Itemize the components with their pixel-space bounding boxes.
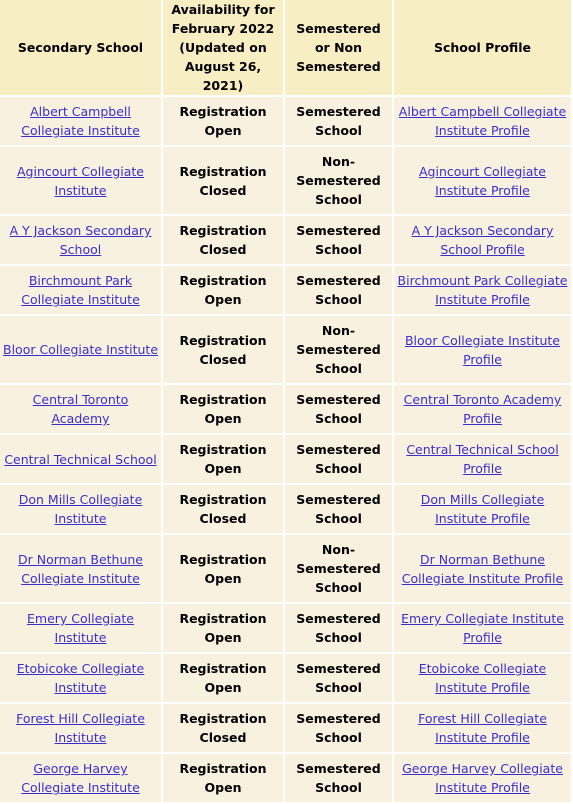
profile-cell [394,704,571,752]
semester-cell: Semestered School [285,97,392,145]
table-row [0,485,571,533]
semester-cell: Semestered School [285,385,392,433]
profile-link[interactable]: Bloor Collegiate Institute Profile [404,332,560,367]
availability-cell: Registration Open [163,435,283,483]
profile-cell [394,535,571,602]
profile-cell [394,435,571,483]
table-row [0,535,571,602]
table-row [0,385,571,433]
profile-cell [394,97,571,145]
profile-cell [394,754,571,802]
school-cell [0,754,161,802]
availability-cell: Registration Open [163,385,283,433]
header-semestered: Semestered or Non Semestered [285,0,392,95]
school-link[interactable]: Don Mills Collegiate Institute [18,492,143,526]
table-row [0,147,571,214]
school-link[interactable]: Etobicoke Collegiate Institute [16,661,145,695]
school-link[interactable]: Dr Norman Bethune Collegiate Institute [17,551,143,586]
school-link[interactable]: Albert Campbell Collegiate Institute [21,104,140,138]
school-cell [0,604,161,652]
profile-cell [394,604,571,652]
school-link[interactable]: Birchmount Park Collegiate Institute [21,273,140,307]
availability-cell: Registration Open [163,754,283,802]
school-link[interactable]: A Y Jackson Secondary School [9,223,152,257]
table-row [0,654,571,702]
school-link[interactable]: Forest Hill Collegiate Institute [16,711,145,745]
profile-cell [394,266,571,314]
profile-cell [394,316,571,383]
availability-cell: Registration Closed [163,316,283,383]
semester-cell: Semestered School [285,485,392,533]
header-secondary-school: Secondary School [0,0,161,95]
profile-link[interactable]: Agincourt Collegiate Institute Profile [418,163,546,198]
header-school-profile: School Profile [394,0,571,95]
table-row [0,216,571,264]
semester-cell: Semestered School [285,435,392,483]
school-cell [0,654,161,702]
header-availability: Availability for February 2022 (Updated on August 26, 2021) [163,0,283,95]
school-cell [0,485,161,533]
school-link[interactable]: Agincourt Collegiate Institute [16,163,144,198]
table-row [0,754,571,802]
semester-cell: Semestered School [285,704,392,752]
school-link[interactable]: Central Toronto Academy [32,392,129,426]
profile-link[interactable]: Don Mills Collegiate Institute Profile [420,492,545,526]
school-cell [0,97,161,145]
profile-link[interactable]: Dr Norman Bethune Collegiate Institute Profile [401,551,564,586]
table-row [0,316,571,383]
profile-cell [394,147,571,214]
profile-link[interactable]: Central Technical School Profile [406,442,559,476]
table-row [0,604,571,652]
table-row [0,704,571,752]
profile-link[interactable]: Forest Hill Collegiate Institute Profile [418,711,547,745]
profile-link[interactable]: Central Toronto Academy Profile [403,392,562,426]
school-link[interactable]: George Harvey Collegiate Institute [21,761,140,795]
availability-cell: Registration Open [163,654,283,702]
header-row [0,0,571,95]
semester-cell: Non-Semestered School [285,316,392,383]
availability-cell: Registration Closed [163,216,283,264]
profile-link[interactable]: Albert Campbell Collegiate Institute Profile [398,104,567,138]
profile-link[interactable]: A Y Jackson Secondary School Profile [411,223,554,257]
availability-cell: Registration Open [163,266,283,314]
school-link[interactable]: Central Technical School [4,451,157,467]
profile-cell [394,216,571,264]
profile-link[interactable]: Etobicoke Collegiate Institute Profile [418,661,547,695]
availability-cell: Registration Closed [163,704,283,752]
school-cell [0,704,161,752]
profile-cell [394,654,571,702]
school-cell [0,385,161,433]
school-cell [0,316,161,383]
profile-cell [394,485,571,533]
profile-link[interactable]: Emery Collegiate Institute Profile [401,611,564,645]
availability-cell: Registration Closed [163,485,283,533]
school-cell [0,535,161,602]
school-cell [0,216,161,264]
table-row [0,435,571,483]
profile-link[interactable]: George Harvey Collegiate Institute Profile [402,761,563,795]
semester-cell: Semestered School [285,754,392,802]
availability-cell: Registration Closed [163,147,283,214]
profile-cell [394,385,571,433]
school-link[interactable]: Bloor Collegiate Institute [3,342,159,357]
semester-cell: Non-Semestered School [285,147,392,214]
school-cell [0,147,161,214]
availability-cell: Registration Open [163,535,283,602]
availability-cell: Registration Open [163,97,283,145]
table-row [0,266,571,314]
semester-cell: Semestered School [285,216,392,264]
semester-cell: Non-Semestered School [285,535,392,602]
semester-cell: Semestered School [285,654,392,702]
school-cell [0,266,161,314]
table-row [0,97,571,145]
profile-link[interactable]: Birchmount Park Collegiate Institute Profile [397,273,568,307]
semester-cell: Semestered School [285,266,392,314]
school-cell [0,435,161,483]
semester-cell: Semestered School [285,604,392,652]
school-link[interactable]: Emery Collegiate Institute [27,611,134,645]
availability-cell: Registration Open [163,604,283,652]
